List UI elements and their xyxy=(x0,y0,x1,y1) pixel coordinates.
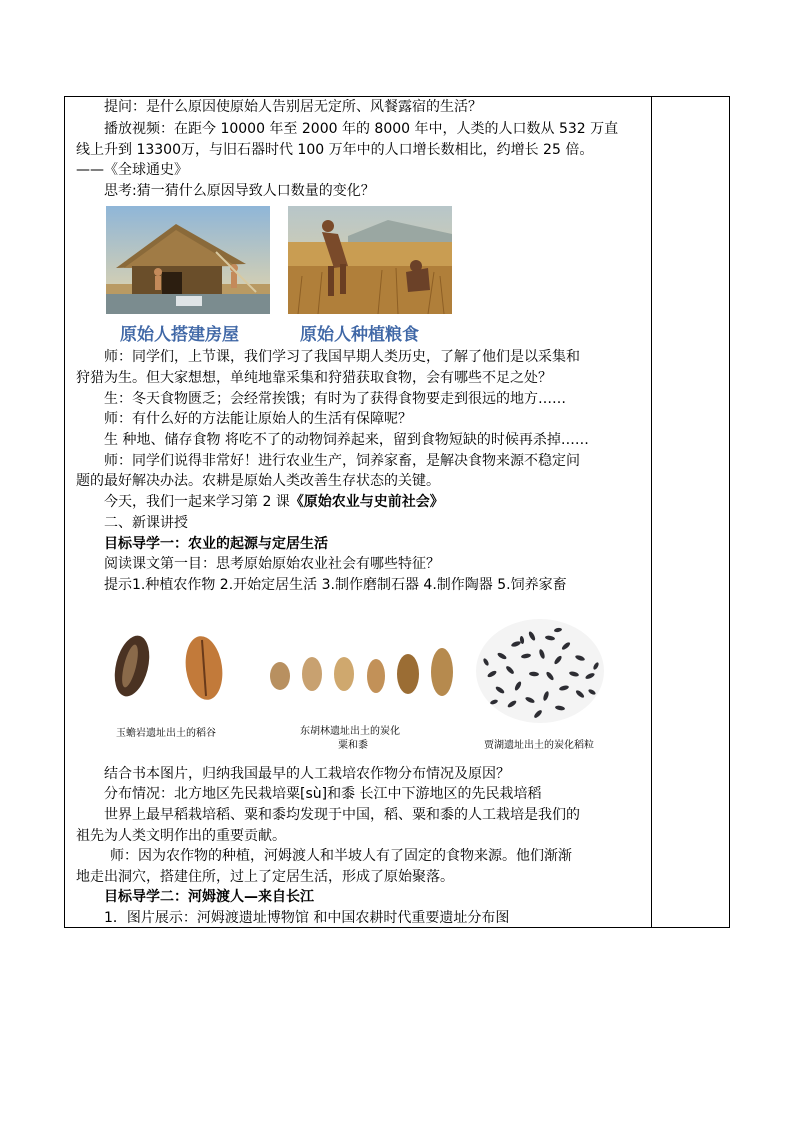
jiahu-caption: 贾湖遗址出土的炭化稻粒 xyxy=(484,740,594,751)
video-line-1: 播放视频：在距今 10000 年至 2000 年的 8000 年中，人类的人口数从 532 万直 xyxy=(104,121,619,137)
goal-one-heading: 目标导学一：农业的起源与定居生活 xyxy=(104,536,328,552)
dialog-line-1: 师：同学们，上节课，我们学习了我国早期人类历史，了解了他们是以采集和 xyxy=(104,349,580,365)
intro-line xyxy=(104,492,444,513)
dialog-line-5: 生 种地、储存食物 将吃不了的动物饲养起来，留到食物短缺的时候再杀掉…… xyxy=(104,432,589,448)
question-line: 提问：是什么原因使原始人告别居无定所、风餐露宿的生活？ xyxy=(104,99,482,115)
analysis-line-1: 结合书本图片，归纳我国最早的人工栽培农作物分布情况及原因？ xyxy=(104,766,510,782)
goal-two-heading: 目标导学二：河姆渡人—来自长江 xyxy=(104,889,314,905)
carbonized-rice-photo xyxy=(472,616,608,726)
rice-grain-photo xyxy=(106,628,236,704)
lesson-title: 《原始农业与史前社会》 xyxy=(289,494,444,510)
read-prompt: 阅读课文第一目：思考原始原始农业社会有哪些特征？ xyxy=(104,556,440,572)
rice-caption: 玉蟾岩遗址出土的稻谷 xyxy=(116,728,216,739)
last-line: 1．图片展示：河姆渡遗址博物馆 和中国农耕时代重要遗址分布图 xyxy=(104,910,510,926)
house-photo-caption: 原始人搭建房屋 xyxy=(120,325,239,345)
hint-line: 提示1.种植农作物 2.开始定居生活 3.制作磨制石器 4.制作陶器 5.饲养家畜 xyxy=(104,577,567,593)
think-line: 思考:猜一猜什么原因导致人口数量的变化？ xyxy=(104,183,375,199)
grain-photo-caption: 原始人种植粮食 xyxy=(300,325,419,345)
millet-caption-1: 东胡林遗址出土的炭化 xyxy=(300,726,400,737)
analysis-line-3: 世界上最早稻栽培稻、粟和黍均发现于中国，稻、粟和黍的人工栽培是我们的 xyxy=(104,807,580,823)
dialog-line-7: 题的最好解决办法。农耕是原始人类改善生存状态的关键。 xyxy=(76,473,440,489)
dialog-line-6: 师：同学们说得非常好！进行农业生产，饲养家畜，是解决食物来源不稳定问 xyxy=(104,453,580,469)
analysis-line-6: 地走出洞穴，搭建住所，过上了定居生活，形成了原始聚落。 xyxy=(76,869,454,885)
dialog-line-3: 生：冬天食物匮乏；会经常挨饿；有时为了获得食物要走到很远的地方…… xyxy=(104,391,566,407)
analysis-line-4: 祖先为人类文明作出的重要贡献。 xyxy=(76,828,286,844)
notes-column xyxy=(651,96,730,928)
intro-prefix: 今天，我们一起来学习第 2 课 xyxy=(104,494,290,510)
millet-caption-2: 粟和黍 xyxy=(338,740,368,751)
analysis-line-5: 师：因为农作物的种植，河姆渡人和半坡人有了固定的食物来源。他们渐渐 xyxy=(110,848,572,864)
dialog-line-4: 师：有什么好的方法能让原始人的生活有保障呢？ xyxy=(104,411,412,427)
dialog-line-2: 狩猎为生。但大家想想，单纯地靠采集和狩猎获取食物，会有哪些不足之处？ xyxy=(76,370,552,386)
house-building-photo xyxy=(106,206,270,314)
analysis-line-2: 分布情况：北方地区先民栽培粟[sù]和黍 长江中下游地区的先民栽培稻 xyxy=(104,786,542,802)
source-line: ——《全球通史》 xyxy=(76,162,188,178)
section-heading: 二、新课讲授 xyxy=(104,515,188,531)
grain-planting-photo xyxy=(288,206,452,314)
millet-grain-photo xyxy=(266,640,460,702)
video-line-2: 线上升到 13300万，与旧石器时代 100 万年中的人口增长数相比，约增长 25 倍。 xyxy=(76,142,594,158)
